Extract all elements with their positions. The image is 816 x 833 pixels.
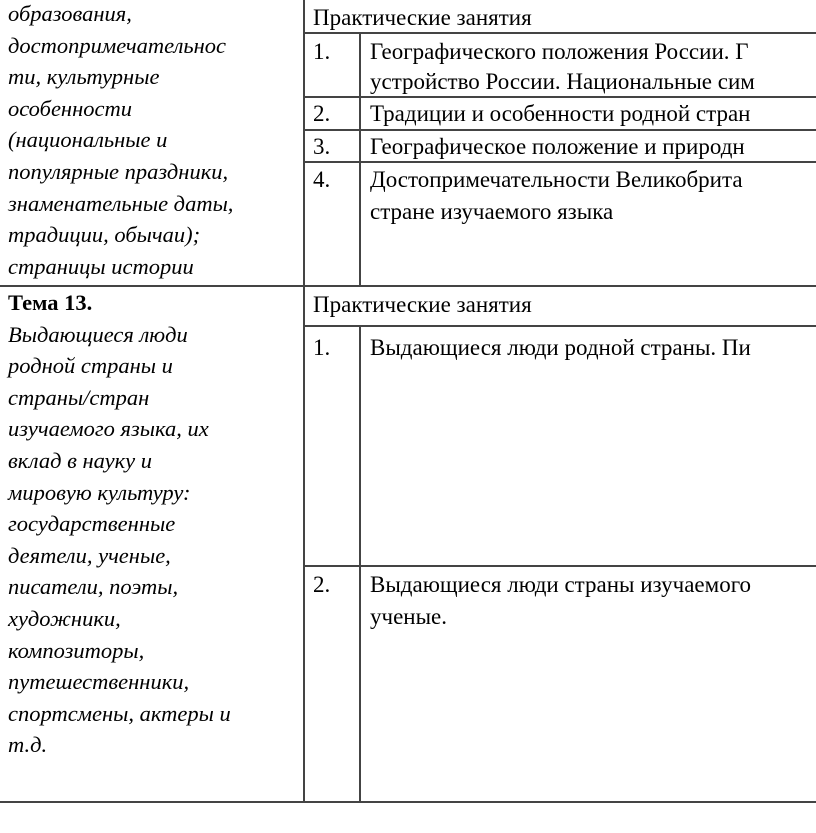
number-column-divider: [359, 33, 361, 286]
item-number: 1.: [313, 335, 331, 360]
desc-line: традиции, обычаи);: [8, 222, 201, 248]
item-text: Географического положения России. Г: [370, 39, 749, 64]
desc-line: деятели, ученые,: [8, 542, 171, 568]
desc-line: достопримечательнос: [8, 32, 227, 58]
desc-line: композиторы,: [8, 637, 145, 663]
desc-line: т.д.: [8, 732, 48, 758]
item-text: Географическое положение и природн: [370, 134, 745, 159]
practice-header: Практические занятия: [313, 292, 532, 317]
desc-line: художники,: [8, 605, 121, 631]
item-number: 3.: [313, 134, 331, 159]
item-text: Достопримечательности Великобрита: [370, 167, 743, 192]
desc-line: спортсмены, актеры и: [8, 700, 231, 726]
row-divider: [303, 565, 816, 567]
item-text: Выдающиеся люди родной страны. Пи: [370, 335, 751, 360]
desc-line: особенности: [8, 95, 132, 121]
item-number: 1.: [313, 39, 331, 64]
item-text: ученые.: [370, 604, 447, 629]
row-divider: [303, 325, 816, 327]
desc-line: вклад в науку и: [8, 447, 152, 473]
desc-line: писатели, поэты,: [8, 574, 179, 600]
column-divider: [303, 0, 305, 803]
desc-line: изучаемого языка, их: [8, 416, 209, 442]
desc-line: государственные: [8, 511, 176, 537]
desc-line: Выдающиеся люди: [8, 321, 188, 347]
desc-line: (национальные и: [8, 127, 168, 153]
item-text: стране изучаемого языка: [370, 199, 614, 224]
item-number: 2.: [313, 572, 331, 597]
desc-line: страны/стран: [8, 384, 150, 410]
desc-line: популярные праздники,: [8, 158, 229, 184]
topic-13-cell: [8, 287, 302, 761]
topic-title: Тема 13.: [8, 290, 93, 315]
desc-line: страницы истории: [8, 253, 194, 279]
item-text: Выдающиеся люди страны изучаемого: [370, 572, 752, 597]
topic-description-cell: [8, 0, 302, 282]
desc-line: мировую культуру:: [8, 479, 191, 505]
item-text: Традиции и особенности родной стран: [370, 101, 751, 126]
desc-line: образования,: [8, 1, 132, 26]
desc-line: родной страны и: [8, 353, 173, 379]
desc-line: ти, культурные: [8, 64, 160, 90]
desc-line: знаменательные даты,: [8, 190, 234, 216]
item-text: устройство России. Национальные сим: [370, 69, 755, 94]
item-number: 2.: [313, 101, 331, 126]
row-divider: [0, 801, 816, 803]
desc-line: путешественники,: [8, 669, 190, 695]
practice-header: Практические занятия: [313, 5, 532, 30]
item-number: 4.: [313, 167, 331, 192]
